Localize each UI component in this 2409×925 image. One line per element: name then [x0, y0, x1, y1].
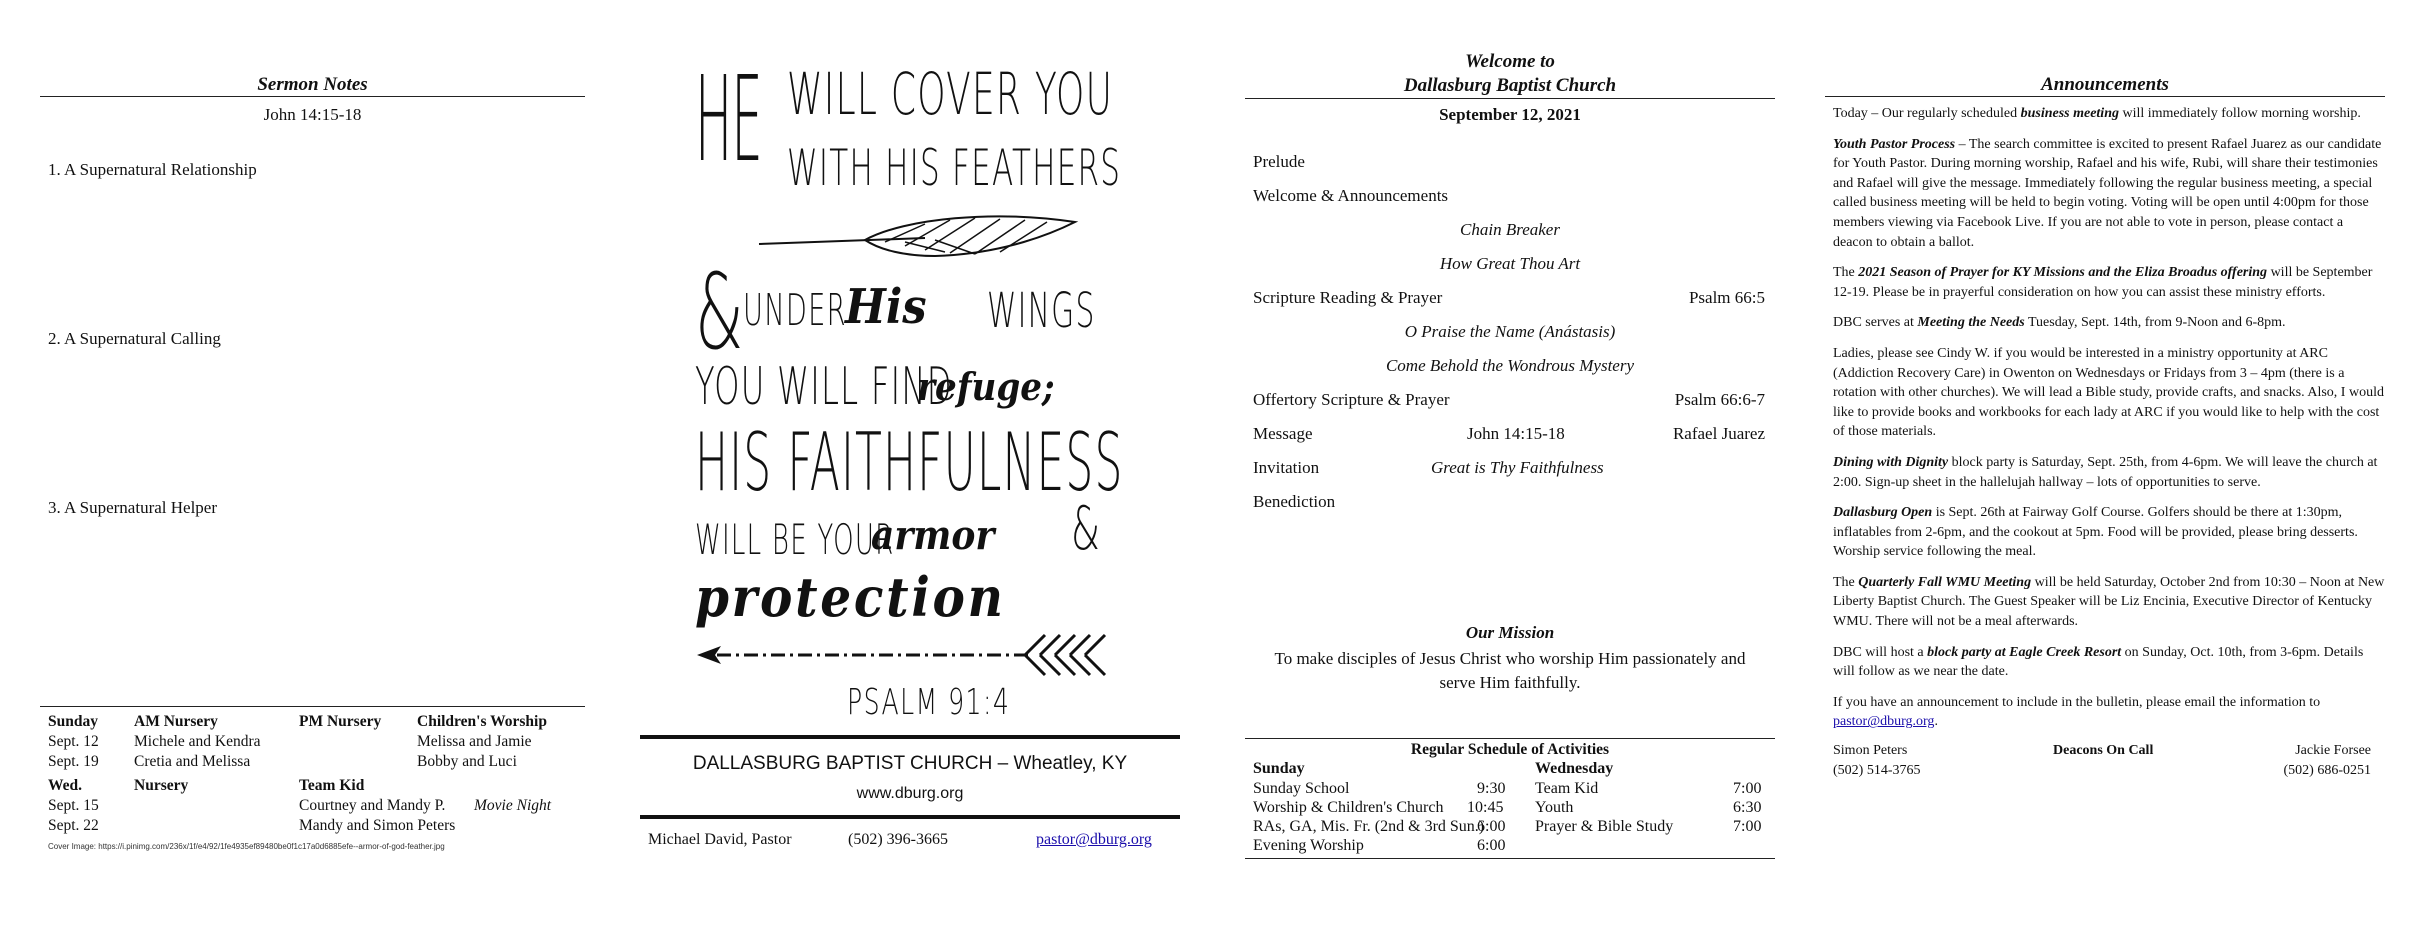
am-nursery-1: Michele and Kendra — [134, 733, 261, 750]
sched-team-kid: Team Kid — [1535, 780, 1599, 797]
church-phone: (502) 396-3665 — [848, 831, 948, 848]
announcement-submit-info — [1833, 693, 2385, 732]
childrens-worship-1: Melissa and Jamie — [417, 733, 532, 750]
wed-date-1: Sept. 15 — [48, 797, 99, 814]
sched-worship-time: 10:45 — [1467, 799, 1504, 816]
benediction: Benediction — [1253, 492, 1336, 511]
welcome-announcements: Welcome & Announcements — [1253, 186, 1449, 205]
sched-prayer-time: 7:00 — [1733, 818, 1762, 835]
cover-ampersand-1: & — [695, 251, 745, 373]
nursery-schedule — [40, 706, 585, 837]
a1-em: business meeting — [2020, 106, 2119, 121]
sermon-notes-title: Sermon Notes — [40, 74, 585, 97]
schedule-title: Regular Schedule of Activities — [1245, 738, 1775, 759]
announcement-block-party — [1833, 643, 2385, 682]
a9-pre: DBC will host a — [1833, 644, 1928, 660]
announcement-business-meeting — [1833, 104, 2385, 124]
cover-line-1: WILL COVER YOU — [787, 60, 1114, 128]
a10-pre: If you have an announcement to include in the bulletin, please email the information to — [1833, 694, 2321, 710]
announcement-wmu — [1833, 573, 2385, 632]
sunday-label: Sunday — [48, 713, 98, 730]
welcome-line-1: Welcome to — [1465, 51, 1555, 72]
announcement-dallasburg-open — [1833, 503, 2385, 562]
cover-under: UNDER — [743, 285, 847, 336]
a8-em: Quarterly Fall WMU Meeting — [1858, 574, 2032, 590]
am-nursery-label: AM Nursery — [134, 713, 218, 730]
speaker: Rafael Juarez — [1672, 424, 1765, 443]
deacon-1-phone: (502) 514-3765 — [1833, 763, 1921, 779]
announcement-season-of-prayer — [1833, 263, 2385, 302]
sermon-point-3: 3. A Supernatural Helper — [48, 498, 218, 517]
sermon-notes-panel — [40, 0, 585, 925]
a6-em: Dining with Dignity — [1833, 454, 1949, 470]
schedule-wednesday-label: Wednesday — [1535, 760, 1614, 777]
a2-em: Youth Pastor Process — [1833, 136, 1956, 152]
song-how-great: How Great Thou Art — [1439, 254, 1581, 273]
cover-he: HE — [695, 50, 762, 188]
service-date: September 12, 2021 — [1439, 105, 1581, 124]
a10-post: . — [1934, 714, 1938, 730]
wed-label: Wed. — [48, 777, 83, 794]
deacon-2-phone: (502) 686-0251 — [2283, 763, 2371, 779]
team-kid-1: Courtney and Mandy P. — [299, 797, 446, 814]
announcement-dining-dignity — [1833, 453, 2385, 492]
wed-date-2: Sept. 22 — [48, 817, 99, 834]
cover-refuge: refuge; — [917, 364, 1055, 409]
sermon-scripture: John 14:15-18 — [263, 105, 362, 124]
a4-post: Tuesday, Sept. 14th, from 9-Noon and 6-8pm. — [2024, 315, 2286, 331]
message-ref: John 14:15-18 — [1467, 424, 1565, 443]
a4-em: Meeting the Needs — [1917, 315, 2025, 331]
church-info — [640, 735, 1180, 853]
team-kid-label: Team Kid — [299, 777, 365, 794]
cover-psalm-ref: PSALM 91:4 — [847, 682, 1011, 723]
invitation: Invitation — [1253, 458, 1320, 477]
cover-image-credit: Cover Image: https://i.pinimg.com/236x/1f/e4/92/1fe4935ef89480be0f1c17a0d6885efe--armor-of-god-feather.jpg — [48, 842, 445, 851]
deacon-2-name: Jackie Forsee — [2295, 743, 2371, 759]
announcement-youth-pastor — [1833, 135, 2385, 253]
schedule-sunday-label: Sunday — [1253, 760, 1305, 777]
pastor-name: Michael David, Pastor — [648, 831, 792, 848]
childrens-worship-label: Children's Worship — [417, 713, 547, 730]
team-kid-1-note: Movie Night — [474, 797, 552, 814]
cover-verse-art — [695, 50, 1124, 725]
a9-post: on Sunday, Oct. 10th, from 3-6pm. Details will follow as we near the date. — [1833, 644, 2364, 680]
cover-ampersand-2: & — [1071, 494, 1102, 564]
sun-date-2: Sept. 19 — [48, 753, 99, 770]
song-o-praise: O Praise the Name (Anástasis) — [1404, 322, 1616, 341]
sermon-point-1: 1. A Supernatural Relationship — [48, 160, 257, 179]
pastor-email-link[interactable]: pastor@dburg.org — [1036, 831, 1152, 848]
childrens-worship-2: Bobby and Luci — [417, 753, 517, 770]
cover-line-2: WITH HIS FEATHERS — [787, 139, 1122, 197]
sched-worship: Worship & Children's Church — [1253, 799, 1444, 816]
cover-armor: armor — [871, 512, 995, 559]
message: Message — [1253, 424, 1313, 443]
song-chain-breaker: Chain Breaker — [1460, 220, 1560, 239]
cover-protection: protection — [695, 565, 1006, 629]
am-nursery-2: Cretia and Melissa — [134, 753, 251, 770]
announcement-arc: Ladies, please see Cindy W. if you would be interested in a ministry opportunity at ARC (Addiction Recovery Care) in Owenton on Wednesdays or Fridays from 3 – 4pm (there is a rotation with other churches). We will lead a Bible study, provide crafts, and snacks. Also, I would like to provide books and workbooks for each lady at ARC if you would like to help with the cost of those materials. — [1833, 345, 2384, 440]
a8-post: will be held Saturday, October 2nd from 10:30 – Noon at New Liberty Baptist Church. The Guest Speaker will be Liz Encinia, Executive Director of Kentucky WMU. There will not be a meal afterwards. — [1833, 574, 2385, 630]
welcome-line-2: Dallasburg Baptist Church — [1245, 74, 1775, 99]
song-come-behold: Come Behold the Wondrous Mystery — [1385, 356, 1635, 375]
order-of-worship-panel — [1245, 0, 1775, 925]
cover-wings: WINGS — [987, 283, 1096, 339]
mission-text: To make disciples of Jesus Christ who worship Him passionately and serve Him faithfully. — [1274, 649, 1746, 692]
regular-schedule — [1245, 738, 1775, 854]
feather-icon — [755, 210, 1085, 270]
team-kid-2: Mandy and Simon Peters — [299, 817, 456, 834]
cover-will-be: WILL BE YOUR — [695, 515, 895, 564]
cover-find: YOU WILL FIND — [695, 357, 953, 417]
prelude: Prelude — [1253, 152, 1305, 171]
deacons-on-call-label: Deacons On Call — [2053, 743, 2154, 759]
announcements-panel — [1825, 0, 2385, 925]
deacon-1-name: Simon Peters — [1833, 743, 1908, 759]
scripture-reading-ref: Psalm 66:5 — [1688, 288, 1765, 307]
church-website[interactable]: www.dburg.org — [856, 785, 964, 802]
offertory: Offertory Scripture & Prayer — [1253, 390, 1450, 409]
church-name: DALLASBURG BAPTIST CHURCH – Wheatley, KY — [692, 753, 1128, 774]
sched-sunday-school: Sunday School — [1253, 780, 1350, 797]
a3-post: will be September 12-19. Please be in prayerful consideration on how you can assist these ministry efforts. — [1833, 265, 2373, 300]
scripture-reading: Scripture Reading & Prayer — [1253, 288, 1443, 307]
a6-post: block party is Saturday, Sept. 25th, from 4-6pm. We will leave the church at 2:00. Sign-up sheet in the hallelujah hallway – lots of opportunities to serve. — [1833, 454, 2378, 490]
a3-em: 2021 Season of Prayer for KY Missions and the Eliza Broadus offering — [1858, 265, 2268, 281]
offertory-ref: Psalm 66:6-7 — [1674, 390, 1765, 409]
cover-faithfulness: HIS FAITHFULNESS — [695, 416, 1124, 509]
a7-em: Dallasburg Open — [1833, 505, 1933, 521]
church-info-bottom-rule — [640, 815, 1180, 819]
a9-em: block party at Eagle Creek Resort — [1927, 644, 2122, 660]
a7-post: is Sept. 26th at Fairway Golf Course. Golfers should be there at 1:30pm, inflatables from 2-6pm, and the cookout at 5pm. Food will be provided, please bring desserts. Worship service following the meal. — [1833, 505, 2358, 560]
announcements-title: Announcements — [1825, 74, 2385, 97]
invitation-song: Great is Thy Faithfulness — [1431, 458, 1604, 477]
deacons-on-call — [1833, 743, 2385, 787]
announcement-meeting-needs — [1833, 313, 2385, 333]
sched-ras-ga: RAs, GA, Mis. Fr. (2nd & 3rd Sun.) — [1253, 818, 1485, 835]
church-info-top-rule — [640, 735, 1180, 739]
sched-ras-ga-time: 6:00 — [1477, 818, 1506, 835]
sched-sunday-school-time: 9:30 — [1477, 780, 1506, 797]
sched-team-kid-time: 7:00 — [1733, 780, 1762, 797]
mission-title: Our Mission — [1465, 623, 1555, 642]
a1-post: will immediately follow morning worship. — [2118, 106, 2361, 121]
sun-date-1: Sept. 12 — [48, 733, 99, 750]
welcome-heading — [1245, 50, 1775, 99]
announcement-email-link[interactable]: pastor@dburg.org — [1833, 714, 1935, 730]
sched-evening-worship: Evening Worship — [1253, 837, 1364, 854]
wed-nursery-label: Nursery — [134, 777, 189, 794]
sched-prayer: Prayer & Bible Study — [1535, 818, 1674, 835]
announcements-list — [1825, 104, 2385, 732]
sched-youth-time: 6:30 — [1733, 799, 1762, 816]
sched-youth: Youth — [1535, 799, 1574, 816]
a4-pre: DBC serves at — [1833, 315, 1918, 331]
schedule-bottom-rule — [1245, 858, 1775, 859]
sermon-point-2: 2. A Supernatural Calling — [48, 329, 221, 348]
pm-nursery-label: PM Nursery — [299, 713, 382, 730]
a2-post: – The search committee is excited to present Rafael Juarez as our candidate for Youth Pastor. During morning worship, Rafael and his wife, Rubi, will share their testimonies and Rafael will give the message. Immediately following the regular business meeting, a special called business meeting will be held to begin voting. Voting will be open until 4:00pm for those members viewing via Facebook Live. If you are not able to vote in person, please contact a deacon to obtain a ballot. — [1833, 136, 2382, 250]
arrow-icon — [695, 632, 1115, 678]
a1-pre: Today – Our regularly scheduled — [1833, 106, 2021, 121]
a8-pre: The — [1833, 574, 1859, 590]
cover-panel — [640, 0, 1180, 925]
cover-his: His — [845, 279, 927, 335]
sched-evening-worship-time: 6:00 — [1477, 837, 1506, 854]
a3-pre: The — [1833, 265, 1859, 281]
